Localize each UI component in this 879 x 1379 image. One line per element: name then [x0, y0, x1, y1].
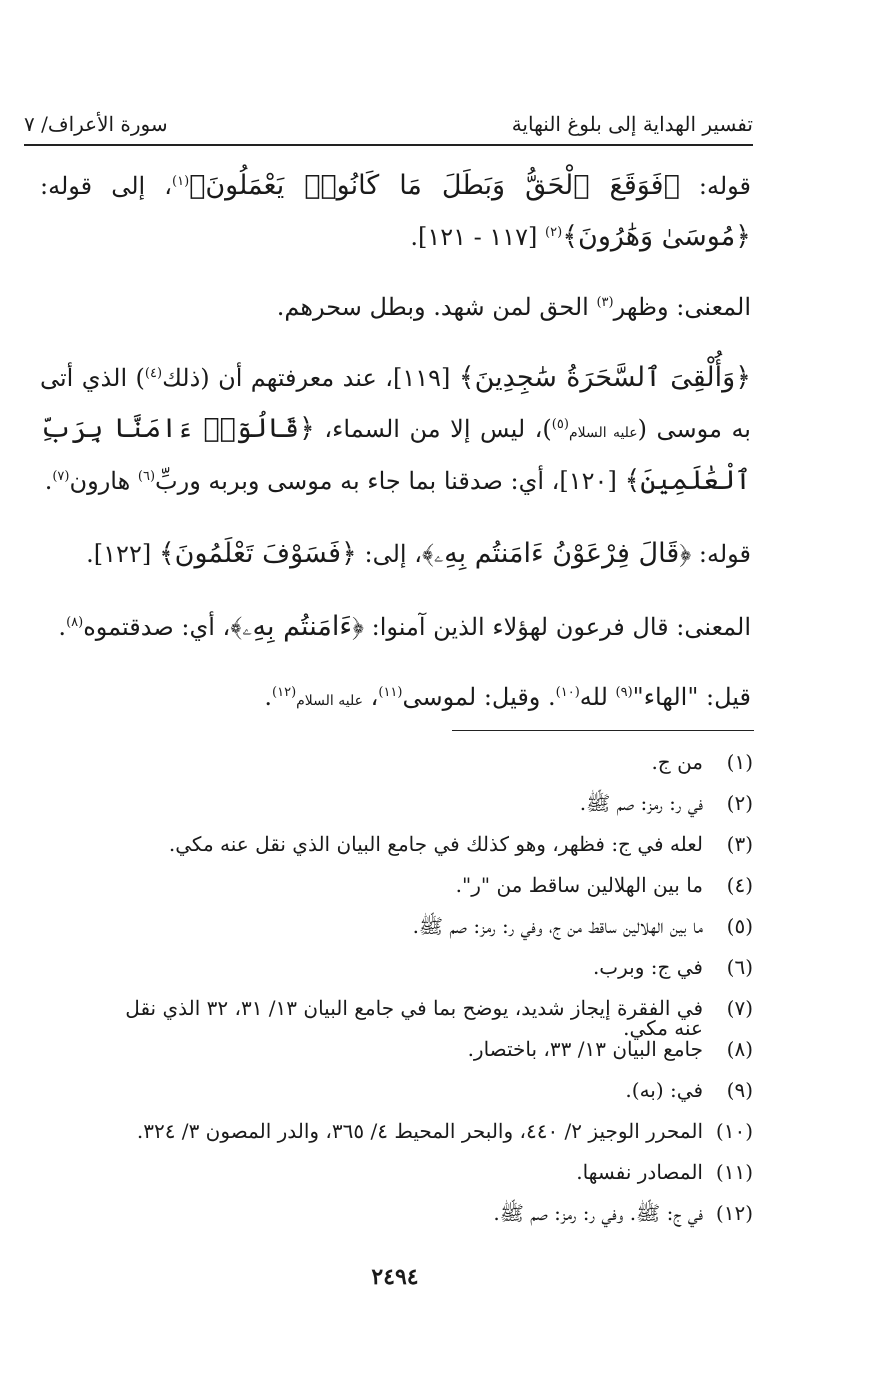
quran-verse: ﴿ءَامَنتُم بِهِۦ﴾ [230, 611, 364, 643]
paragraph-5: المعنى: قال فرعون لهؤلاء الذين آمنوا: ﴿ءَامَنتُم بِهِۦ﴾، أي: صدقتموه$^{(٨)}$. [58, 611, 751, 643]
footnote-text: ما بين الهلالين ساقط من "ر". [455, 873, 703, 897]
page-number: ٢٤٩٤ [371, 1264, 419, 1290]
paragraph-4: قوله: ﴿قَالَ فِرْعَوْنُ ءَامَنتُم بِهِۦ﴾، إلى: ﴿فَسَوْفَ تَعْلَمُونَ﴾ [١٢٢]. [86, 538, 751, 570]
footnote [110, 1039, 753, 1080]
footnote-text: جامع البيان ١٣/ ٣٣، باختصار. [467, 1037, 703, 1061]
footnote [110, 957, 753, 998]
verse-reference: [١٢٢]. [86, 540, 159, 569]
honorific: عليه السلام [296, 692, 363, 709]
footnote-text: المصادر نفسها. [576, 1160, 703, 1184]
footnote-divider [452, 730, 754, 731]
footnote-text: في ر: رمز: صم ﷺ. [579, 791, 703, 815]
footnote-ref: (١١) [378, 684, 403, 700]
footnote-ref: (٢) [545, 225, 563, 241]
footnote-ref: (٩) [615, 684, 633, 700]
footnote-number: (١٠) [715, 1119, 753, 1143]
footnote-text: ما بين الهلالين ساقط من ج، وفي ر: رمز: صم ﷺ. [412, 914, 703, 938]
footnote-text: لعله في ج: فظهر، وهو كذلك في جامع البيان الذي نقل عنه مكي. [168, 832, 703, 856]
footnote [110, 875, 753, 916]
verse-reference: [١١٧ - ١٢١]. [410, 223, 546, 252]
footnote-text: في الفقرة إيجاز شديد، يوضح بما في جامع البيان ١٣/ ٣١، ٣٢ الذي نقل عنه مكي. [125, 996, 703, 1040]
footnote-number: (١٢) [715, 1201, 753, 1225]
quran-verse: ﴿قَالُوٓا۟ ءَامَنَّا بِرَبِّ ٱلْعَٰلَمِينَ﴾ [40, 413, 751, 496]
footnote-number: (٣) [726, 832, 753, 856]
quran-verse: ﴿فَوَقَعَ ٱلْحَقُّ وَبَطَلَ مَا كَانُوا۟ يَعْمَلُونَ﴾ [189, 170, 680, 201]
footnote-text: في: (به). [625, 1078, 703, 1102]
footnote [110, 1162, 753, 1203]
footnote [110, 793, 753, 834]
paragraph-2: المعنى: وظهر$^{(٣)}$ الحق لمن شهد. وبطل سحرهم. [276, 292, 751, 321]
paragraph-1: قوله: ﴿فَوَقَعَ ٱلْحَقُّ وَبَطَلَ مَا كَانُوا۟ يَعْمَلُونَ﴾$^{(١)}$، إلى قوله: ﴿مُوسَىٰ وَهَٰرُونَ﴾$^{(٢)}$ [١١٧ - ١٢١]. [40, 170, 751, 253]
footnote-ref: (٥) [551, 417, 569, 433]
footnote-ref: (٧) [52, 468, 70, 484]
footnote-ref: (٣) [596, 294, 614, 310]
footnotes [110, 752, 753, 1244]
footnote-ref: (٦) [137, 468, 156, 484]
footnote [110, 1080, 753, 1121]
book-title: تفسير الهداية إلى بلوغ النهاية [511, 112, 753, 136]
footnote-ref: (٨) [66, 615, 84, 631]
footnote [110, 1203, 753, 1244]
honorific: عليه السلام [568, 425, 638, 442]
main-text [40, 160, 751, 742]
footnote-ref: (٤) [144, 366, 163, 382]
paragraph-6: قيل: "الهاء"$^{(٩)}$ لله$^{(١٠)}$. وقيل: لموسى$^{(١١)}$، عليه السلام$^{(١٢)}$. [264, 682, 751, 711]
footnote-number: (٢) [726, 791, 753, 815]
surah-label: سورة الأعراف/ ٧ [24, 112, 168, 136]
footnote [110, 1121, 753, 1162]
running-header [24, 104, 753, 146]
footnote-number: (٩) [726, 1078, 753, 1102]
quran-verse: ﴿مُوسَىٰ وَهَٰرُونَ﴾ [562, 221, 751, 253]
footnote-number: (١١) [715, 1160, 753, 1184]
footnote [110, 998, 753, 1039]
quran-verse: ﴿قَالَ فِرْعَوْنُ ءَامَنتُم بِهِۦ﴾ [421, 538, 692, 570]
footnote-text: من ج. [651, 750, 703, 774]
footnote-ref: (١٢) [272, 684, 297, 700]
footnote-ref: (١) [172, 174, 190, 189]
footnote [110, 834, 753, 875]
footnote-number: (٦) [726, 955, 753, 979]
footnote-number: (٧) [726, 996, 753, 1020]
footnote-number: (٨) [726, 1037, 753, 1061]
footnote-text: في ج: ﷺ. وفي ر: رمز: صم ﷺ. [493, 1201, 703, 1225]
footnote-number: (٥) [726, 914, 753, 938]
quran-verse: ﴿فَسَوْفَ تَعْلَمُونَ﴾ [158, 538, 357, 570]
footnote-number: (٤) [726, 873, 753, 897]
footnote-text: المحرر الوجيز ٢/ ٤٤٠، والبحر المحيط ٤/ ٣٦٥، والدر المصون ٣/ ٣٢٤. [136, 1119, 703, 1143]
footnote [110, 752, 753, 793]
footnote-text: في ج: وبرب. [592, 955, 703, 979]
quran-verse: ﴿وَأُلْقِىَ ٱلسَّحَرَةُ سَٰجِدِينَ﴾ [458, 362, 752, 394]
footnote [110, 916, 753, 957]
paragraph-3: ﴿وَأُلْقِىَ ٱلسَّحَرَةُ سَٰجِدِينَ﴾ [١١٩]، عند معرفتهم أن (ذلك$^{(٤)}$) الذي أتى به موسى (عليه السلام$^{(٥)}$)، ليس إلا من السماء، ﴿قَالُوٓا۟ ءَامَنَّا بِرَبِّ ٱلْعَٰلَمِينَ﴾ [١٢٠]، أي: صدقنا بما جاء به موسى وبربه وربِّ$^{(٦)}$ هارون$^{(٧)}$. [40, 362, 752, 496]
footnote-number: (١) [726, 750, 753, 774]
footnote-ref: (١٠) [555, 684, 580, 700]
